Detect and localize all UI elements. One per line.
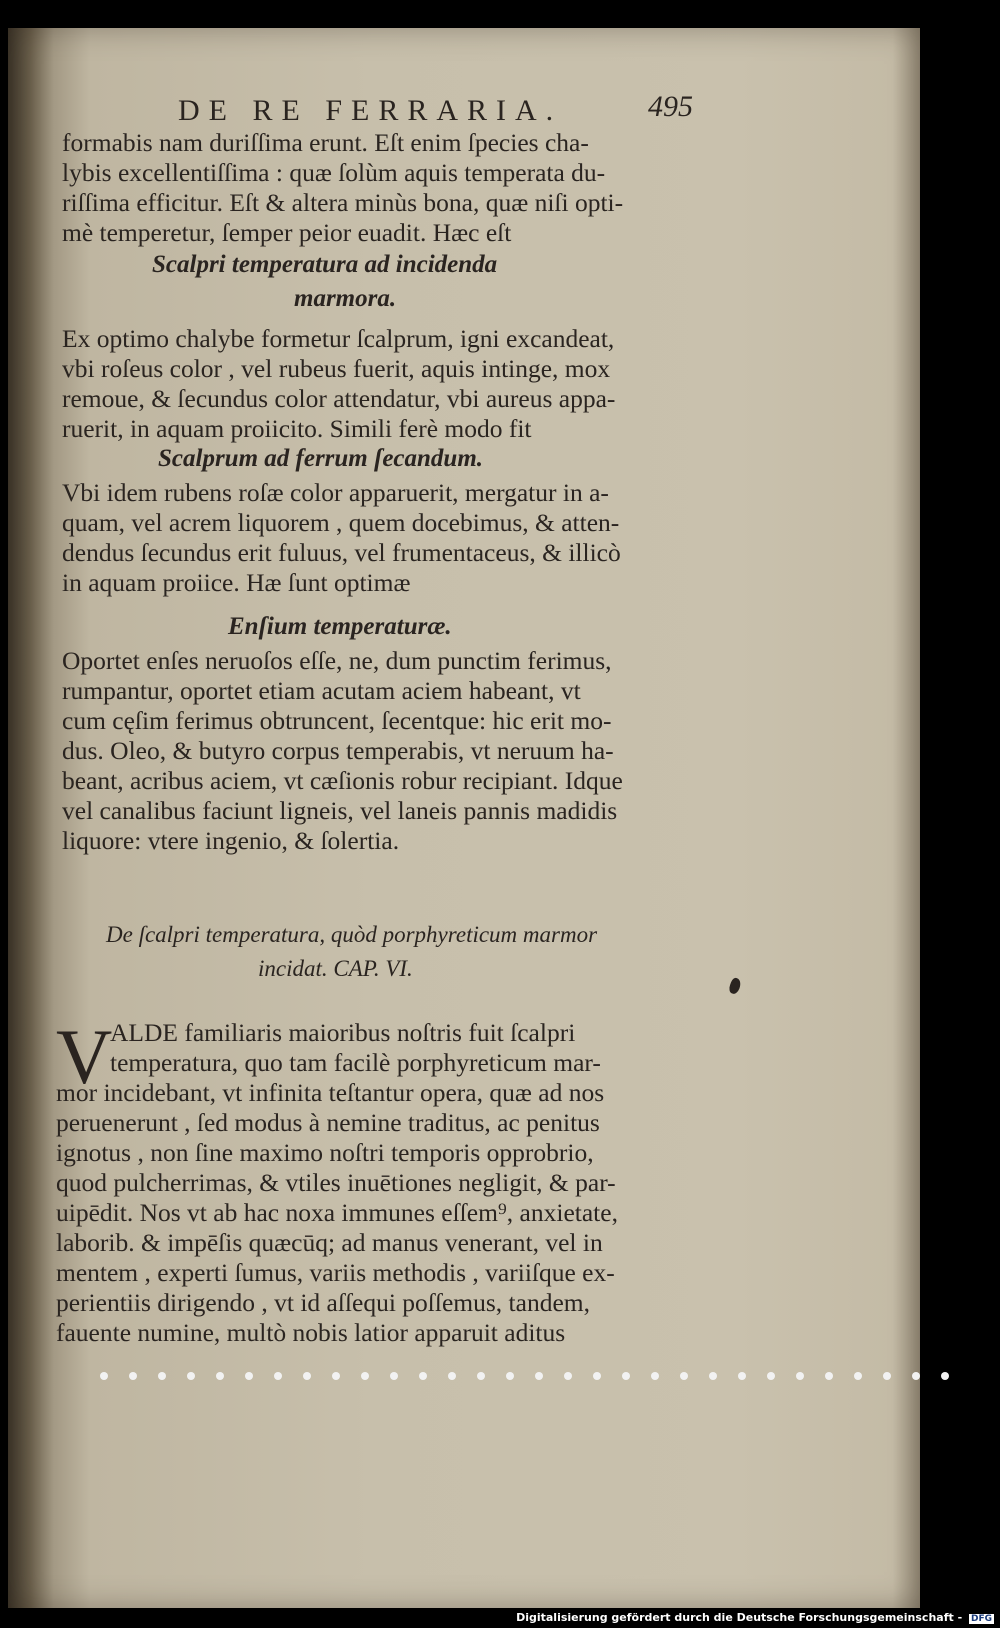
ink-blot xyxy=(728,977,743,995)
fold-dot xyxy=(187,1372,195,1380)
text-line: perientiis dirigendo , vt id aſſequi poſſemus, tandem, xyxy=(56,1288,590,1317)
page-header xyxy=(168,90,708,130)
fold-dot xyxy=(129,1372,137,1380)
fold-dot xyxy=(738,1372,746,1380)
footer-text: Digitalisierung gefördert durch die Deutsche Forschungsgemeinschaft - xyxy=(516,1611,963,1624)
text-line: Oportet enſes neruoſos eſſe, ne, dum punctim ferimus, xyxy=(62,646,612,675)
fold-dot xyxy=(361,1372,369,1380)
text-line: quod pulcherrimas, & vtiles inuētiones negligit, & par- xyxy=(56,1168,616,1197)
page-fold-marker xyxy=(100,1372,1000,1384)
text-line: mentem , experti ſumus, variis methodis , variiſque ex- xyxy=(56,1258,615,1287)
fold-dot xyxy=(506,1372,514,1380)
text-line: Vbi idem rubens roſæ color apparuerit, mergatur in a- xyxy=(62,478,609,507)
text-line: quam, vel acrem liquorem , quem docebimus, & atten- xyxy=(62,508,620,537)
fold-dot xyxy=(448,1372,456,1380)
heading-line: Scalpri temperatura ad incidenda xyxy=(152,251,498,278)
text-line: Ex optimo chalybe formetur ſcalprum, igni excandeat, xyxy=(62,324,615,353)
fold-dot xyxy=(535,1372,543,1380)
text-line: riſſima efficitur. Eſt & altera minùs bona, quæ niſi opti- xyxy=(62,188,624,217)
text-line: fauente numine, multò nobis latior apparuit aditus xyxy=(56,1318,566,1347)
fold-dot xyxy=(564,1372,572,1380)
footer-credit xyxy=(516,1611,994,1624)
fold-dot xyxy=(303,1372,311,1380)
heading-line: Scalprum ad ferrum ſecandum. xyxy=(158,445,484,472)
fold-dot xyxy=(651,1372,659,1380)
fold-dot xyxy=(100,1372,108,1380)
fold-dot xyxy=(680,1372,688,1380)
text-line: vbi roſeus color , vel rubeus fuerit, aquis intinge, mox xyxy=(62,354,611,383)
fold-dot xyxy=(622,1372,630,1380)
text-line: temperatura, quo tam facilè porphyreticum mar- xyxy=(110,1048,601,1077)
fold-dot xyxy=(332,1372,340,1380)
book-page xyxy=(8,28,920,1608)
heading-line: Enſium temperaturæ. xyxy=(228,613,452,640)
text-line: uipēdit. Nos vt ab hac noxa immunes eſſem⁹, anxietate, xyxy=(56,1198,618,1227)
fold-dot xyxy=(767,1372,775,1380)
text-line: ruerit, in aquam proiicito. Simili ferè modo fit xyxy=(62,414,532,443)
text-line: ALDE familiaris maioribus noſtris fuit ſcalpri xyxy=(110,1018,576,1047)
fold-dot xyxy=(477,1372,485,1380)
drop-capital: V xyxy=(56,1013,113,1100)
fold-dot xyxy=(709,1372,717,1380)
fold-dot xyxy=(825,1372,833,1380)
fold-dot xyxy=(593,1372,601,1380)
text-line: remoue, & ſecundus color attendatur, vbi aureus appa- xyxy=(62,384,616,413)
fold-dot xyxy=(796,1372,804,1380)
text-line: laborib. & impēſis quæcūq; ad manus venerant, vel in xyxy=(56,1228,603,1257)
text-line: mè temperetur, ſemper peior euadit. Hæc eſt xyxy=(62,218,512,247)
text-line: mor incidebant, vt infinita teſtantur opera, quæ ad nos xyxy=(56,1078,605,1107)
chapter-title-line: De ſcalpri temperatura, quòd porphyreticum marmor xyxy=(106,922,598,947)
fold-dot xyxy=(941,1372,949,1380)
text-line: dus. Oleo, & butyro corpus temperabis, vt neruum ha- xyxy=(62,736,614,765)
fold-dot xyxy=(854,1372,862,1380)
text-line: liquore: vtere ingenio, & ſolertia. xyxy=(62,826,400,855)
text-line: formabis nam duriſſima erunt. Eſt enim ſpecies cha- xyxy=(62,128,589,157)
fold-dot xyxy=(419,1372,427,1380)
fold-dot xyxy=(245,1372,253,1380)
fold-dot xyxy=(883,1372,891,1380)
text-line: vel canalibus faciunt ligneis, vel laneis pannis madidis xyxy=(62,796,618,825)
dfg-logo: DFG xyxy=(970,1614,992,1624)
page-number: 495 xyxy=(648,90,693,123)
text-line: beant, acribus aciem, vt cæſionis robur recipiant. Idque xyxy=(62,766,623,795)
text-line: cum cęſim ferimus obtruncent, ſecentque: hic erit mo- xyxy=(62,706,612,735)
text-line: peruenerunt , ſed modus à nemine traditus, ac penitus xyxy=(56,1108,600,1137)
fold-dot xyxy=(390,1372,398,1380)
fold-dot xyxy=(912,1372,920,1380)
chapter-title-line: incidat. CAP. VI. xyxy=(258,956,413,981)
text-line: dendus ſecundus erit fuluus, vel frumentaceus, & illicò xyxy=(62,538,621,567)
fold-dot xyxy=(216,1372,224,1380)
fold-dot xyxy=(158,1372,166,1380)
running-title: DE RE FERRARIA. xyxy=(178,94,563,127)
fold-dot xyxy=(274,1372,282,1380)
text-line: in aquam proiice. Hæ ſunt optimæ xyxy=(62,568,411,597)
text-line: lybis excellentiſſima : quæ ſolùm aquis temperata du- xyxy=(62,158,606,187)
heading-line: marmora. xyxy=(294,285,397,312)
text-line: ignotus , non ſine maximo noſtri temporis opprobrio, xyxy=(56,1138,594,1167)
text-line: rumpantur, oportet etiam acutam aciem habeant, vt xyxy=(62,676,581,705)
